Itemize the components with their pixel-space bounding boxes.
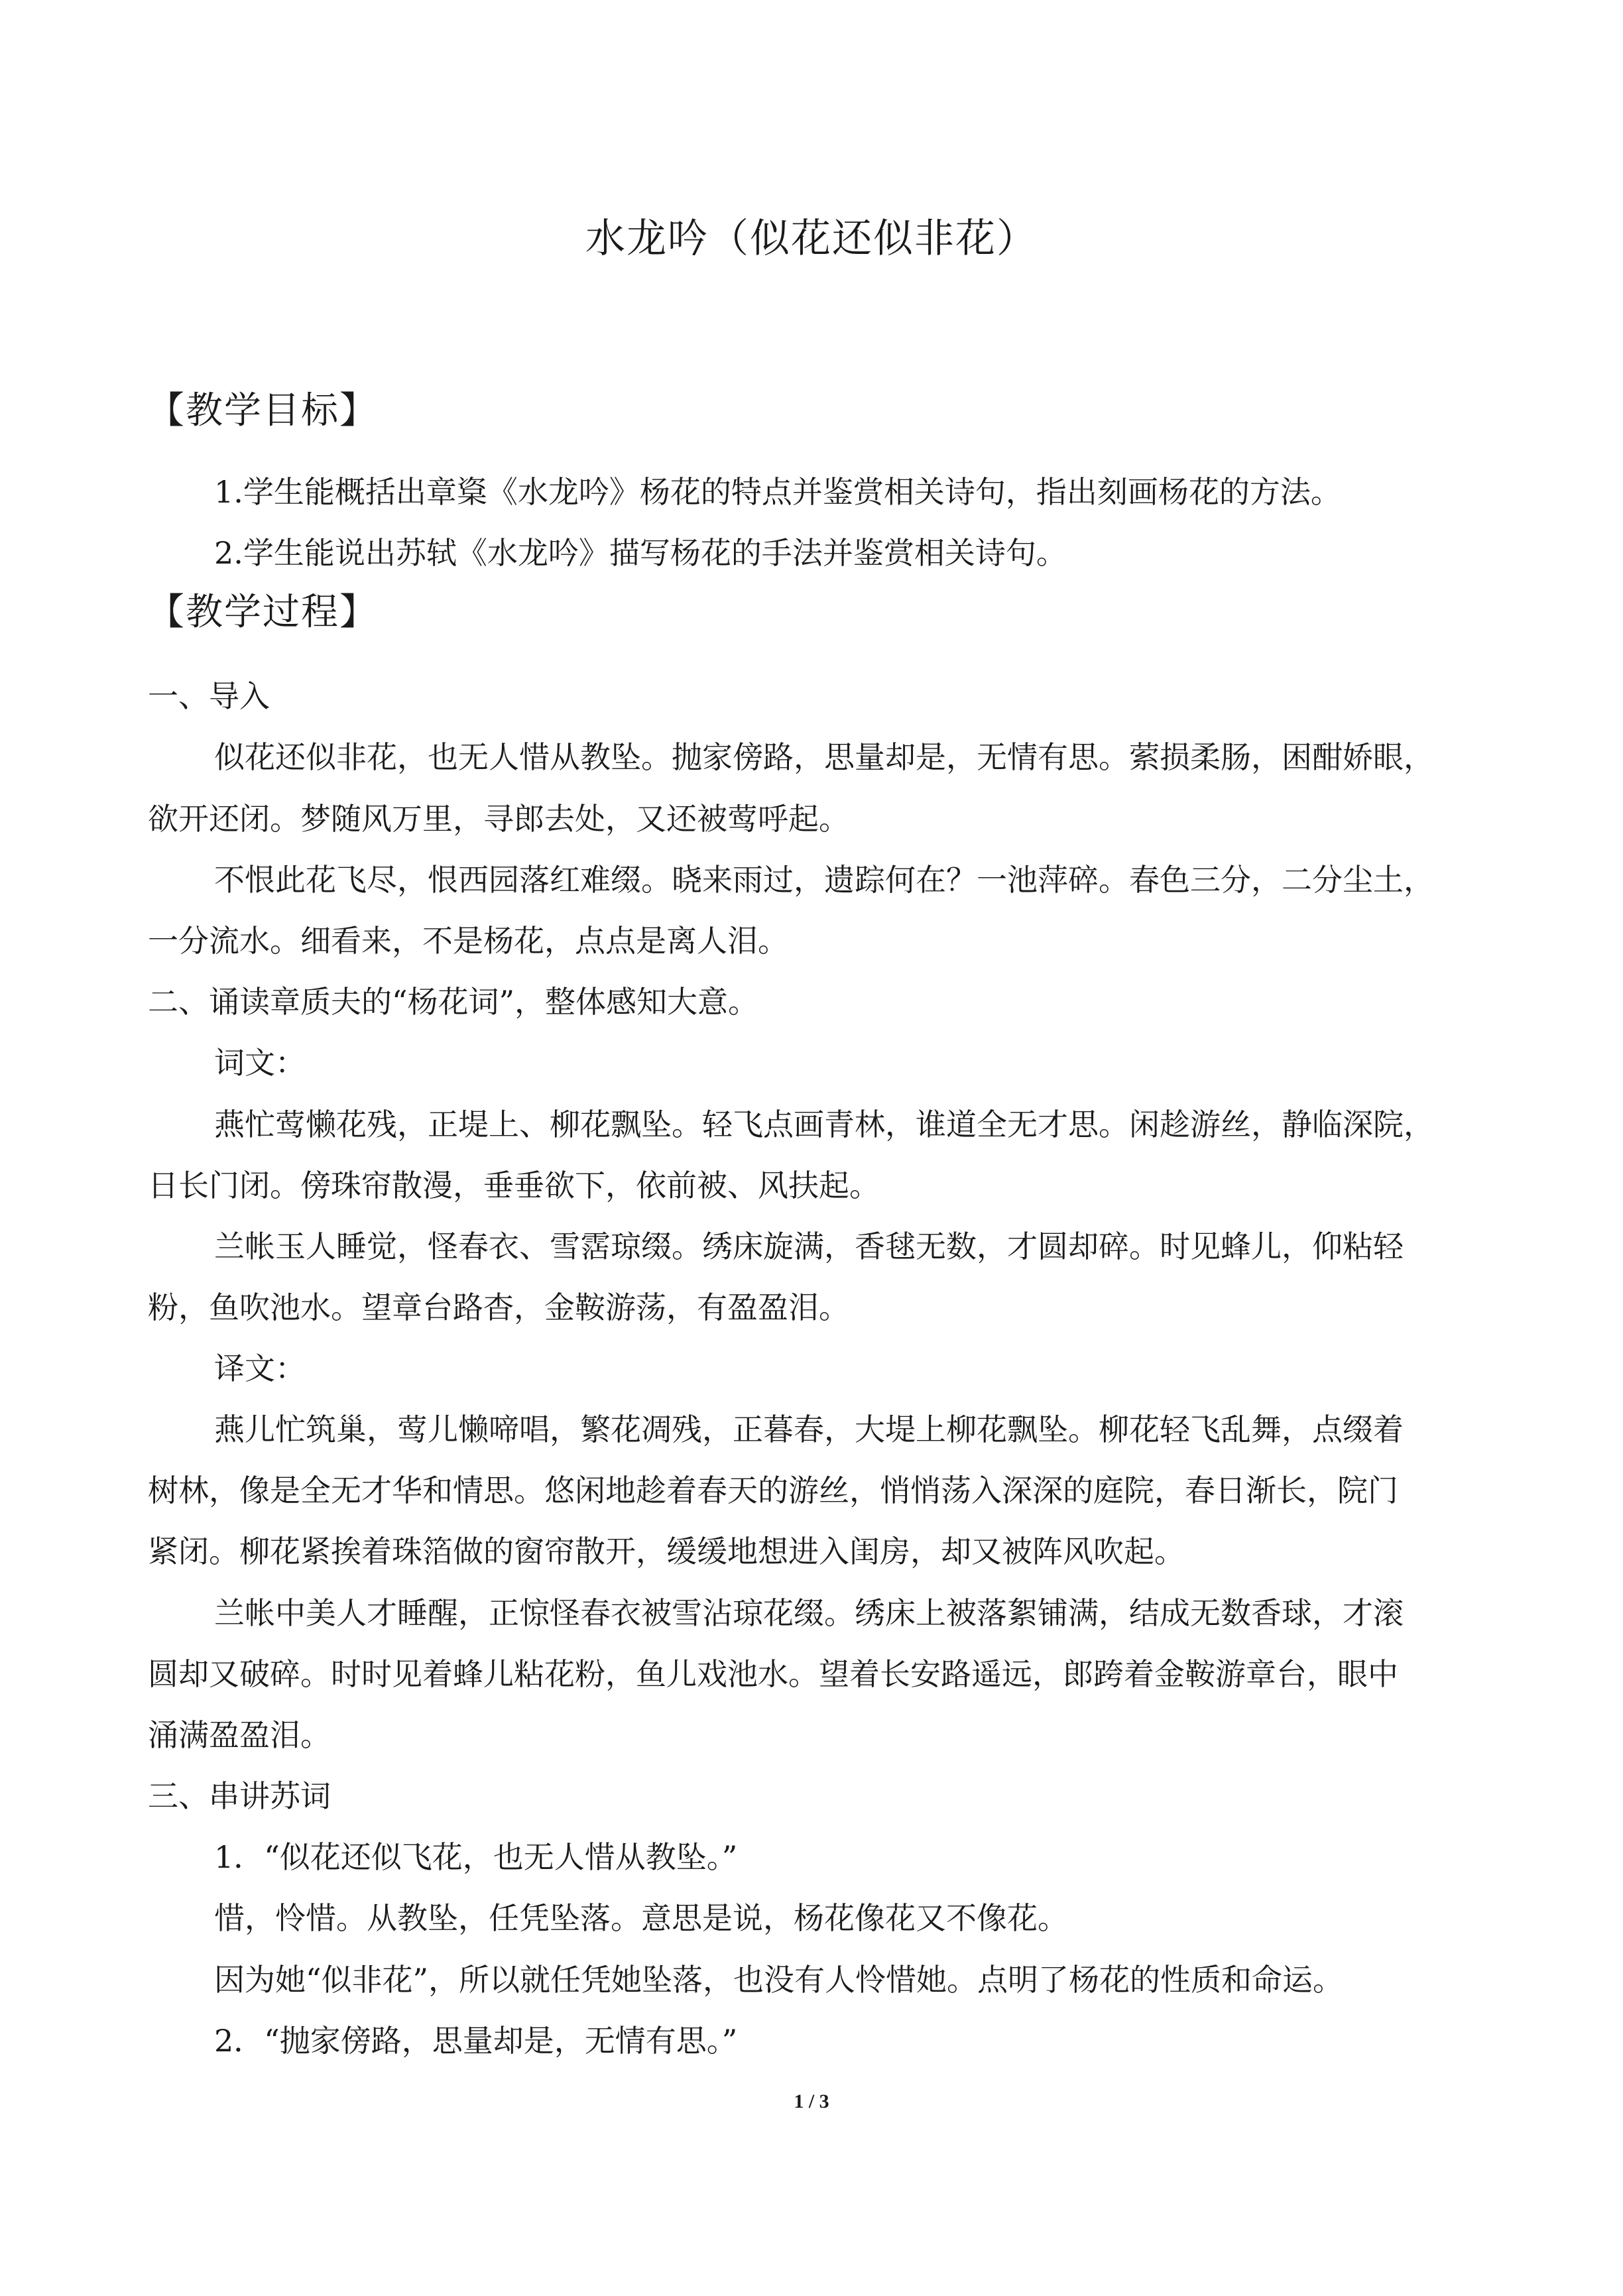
yi-line: 树林，像是全无才华和情思。悠闲地趁着春天的游丝，悄悄荡入深深的庭院，春日渐长，院门: [148, 1473, 1398, 1508]
item-2-quote: 2．“抛家傍路，思量却是，无情有思。”: [214, 2023, 738, 2059]
yi-line: 涌满盈盈泪。: [148, 1717, 331, 1753]
section-2-title: 二、诵读章质夫的“杨花词”，整体感知大意。: [148, 984, 759, 1020]
page-title: 水龙吟（似花还似非花）: [585, 215, 1038, 262]
goal-text: 1.学生能概括出章楶《水龙吟》杨花的特点并鉴赏相关诗句，指出刻画杨花的方法。: [214, 474, 1341, 510]
poem-line: 不恨此花飞尽，恨西园落红难缀。晓来雨过，遗踪何在？一池萍碎。春色三分，二分尘土，: [214, 862, 1434, 898]
goal-text: 2.学生能说出苏轼《水龙吟》描写杨花的手法并鉴赏相关诗句。: [214, 535, 1067, 571]
section-1-title: 一、导入: [148, 678, 270, 714]
item-1-explain: 惜，怜惜。从教坠，任凭坠落。意思是说，杨花像花又不像花。: [214, 1900, 1068, 1936]
item-1-analysis: 因为她“似非花”，所以就任凭她坠落，也没有人怜惜她。点明了杨花的性质和命运。: [214, 1962, 1344, 1998]
page-number: 1 / 3: [794, 2090, 829, 2112]
ci-line: 兰帐玉人睡觉，怪春衣、雪霑琼缀。绣床旋满，香毬无数，才圆却碎。时见蜂儿，仰粘轻: [214, 1229, 1404, 1264]
yi-line: 紧闭。柳花紧挨着珠箔做的窗帘散开，缓缓地想进入闺房，却又被阵风吹起。: [148, 1534, 1185, 1569]
yi-line: 兰帐中美人才睡醒，正惊怪春衣被雪沾琼花缀。绣床上被落絮铺满，结成无数香球，才滚: [214, 1595, 1404, 1631]
yi-line: 圆却又破碎。时时见着蜂儿粘花粉，鱼儿戏池水。望着长安路遥远，郎跨着金鞍游章台，眼中: [148, 1656, 1398, 1692]
yi-label: 译文：: [214, 1351, 306, 1386]
yi-line: 燕儿忙筑巢，莺儿懒啼唱，繁花凋残，正暮春，大堤上柳花飘坠。柳花轻飞乱舞，点缀着: [214, 1412, 1404, 1447]
poem-line: 欲开还闭。梦随风万里，寻郎去处，又还被莺呼起。: [148, 801, 849, 837]
poem-line: 似花还似非花，也无人惜从教坠。抛家傍路，思量却是，无情有思。萦损柔肠，困酣娇眼，: [214, 739, 1434, 775]
item-1-quote: 1．“似花还似飞花，也无人惜从教坠。”: [214, 1839, 738, 1875]
ci-line: 粉，鱼吹池水。望章台路杳，金鞍游荡，有盈盈泪。: [148, 1290, 849, 1325]
section-3-title: 三、串讲苏词: [148, 1778, 331, 1814]
poem-line: 一分流水。细看来，不是杨花，点点是离人泪。: [148, 923, 788, 959]
ci-line: 日长门闭。傍珠帘散漫，垂垂欲下，依前被、风扶起。: [148, 1168, 880, 1203]
heading-teaching-goals: 【教学目标】: [147, 389, 378, 432]
heading-teaching-process: 【教学过程】: [147, 591, 378, 634]
ci-line: 燕忙莺懒花残，正堤上、柳花飘坠。轻飞点画青林，谁道全无才思。闲趁游丝，静临深院，: [214, 1107, 1434, 1142]
ci-label: 词文：: [214, 1045, 306, 1081]
